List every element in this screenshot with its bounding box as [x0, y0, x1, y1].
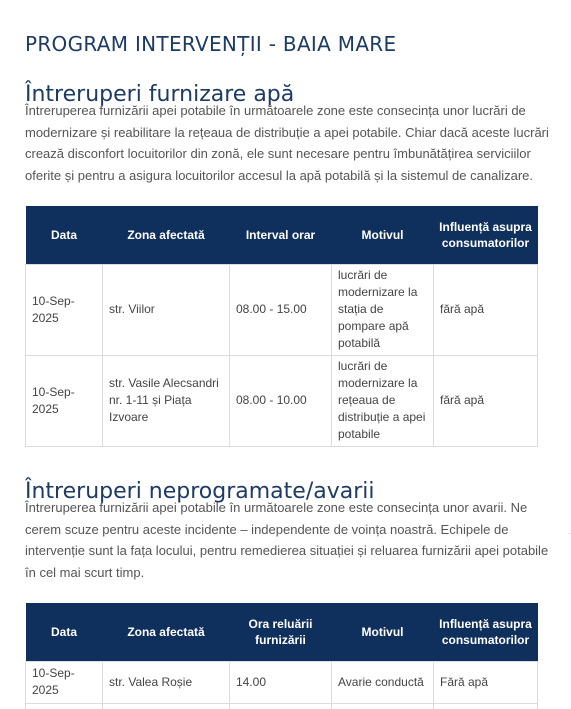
table-header-row — [26, 603, 538, 661]
table-header-row — [26, 206, 538, 264]
program-title: PROGRAM INTERVENȚII - BAIA MARE — [25, 32, 397, 57]
header-date: Data — [26, 206, 103, 264]
unplanned-paragraph — [25, 497, 549, 583]
header-resume-time: Ora reluării furnizării — [230, 603, 332, 661]
planned-paragraph — [25, 100, 549, 186]
cell-interval: 08.00 - 10.00 — [230, 355, 332, 446]
unplanned-paragraph-line: cerem scuze pentru aceste incidente – independente de voința noastră. Echipele de — [25, 521, 509, 537]
cell-interval: 08.00 - 15.00 — [230, 264, 332, 355]
header-date: Data — [26, 603, 103, 661]
cell-date: 10-Sep-2025 — [26, 355, 103, 446]
table-row-partial — [26, 703, 538, 709]
header-zone: Zona afectată — [103, 603, 230, 661]
cell-zone: str. Viilor — [103, 264, 230, 355]
header-interval: Interval orar — [230, 206, 332, 264]
planned-paragraph-line: Întreruperea furnizării apei potabile în următoarele zone este consecința unor lucrări de — [25, 103, 526, 118]
cell-zone: str. Valea Roșie — [103, 661, 230, 703]
header-motive: Motivul — [332, 603, 434, 661]
unplanned-interruptions-table — [25, 603, 538, 709]
planned-paragraph-line: oferite și pentru a asigura locuitorilor accesul la apă potabilă și la sistemul de canalizare. — [25, 167, 533, 183]
header-impact: Influență asupra consumatorilor — [434, 206, 538, 264]
header-impact: Influență asupra consumatorilor — [434, 603, 538, 661]
cell-resume-time: 14.00 — [230, 661, 332, 703]
header-motive: Motivul — [332, 206, 434, 264]
planned-paragraph-line: modernizare și reabilitare la rețeaua de distribuție a apei potabile. Chiar dacă aceste lucrări — [25, 124, 549, 140]
planned-section-title: Întreruperi furnizare apă — [25, 82, 295, 108]
cell-impact: fără apă — [434, 355, 538, 446]
unplanned-paragraph-line: în cel mai scurt timp. — [25, 564, 145, 580]
table-row — [26, 661, 538, 703]
header-zone: Zona afectată — [103, 206, 230, 264]
cell-impact: fără apă — [434, 264, 538, 355]
cell-motive: Avarie conductă — [332, 661, 434, 703]
cell-zone: str. Vasile Alecsandri nr. 1-11 și Piața Izvoare — [103, 355, 230, 446]
planned-interruptions-table — [25, 206, 538, 447]
unplanned-paragraph-line: Întreruperea furnizării apei potabile în următoarele zone este consecința unor avarii. Ne — [25, 500, 528, 515]
table-row — [26, 355, 538, 446]
cell-date: 10-Sep-2025 — [26, 264, 103, 355]
cell-motive: lucrări de modernizare la rețeaua de distribuție a apei potabile — [332, 355, 434, 446]
unplanned-paragraph-line: intervenție sunt la fața locului, pentru remedierea situației și reluarea furnizării apei potabile — [25, 543, 549, 558]
cell-motive: lucrări de modernizare la stația de pompare apă potabilă — [332, 264, 434, 355]
planned-paragraph-line: crează disconfort locuitorilor din zonă, ele sunt necesare pentru îmbunătățirea serviciilor — [25, 146, 531, 161]
unplanned-section-title: Întreruperi neprogramate/avarii — [25, 479, 375, 505]
table-row — [26, 264, 538, 355]
cell-impact: Fără apă — [434, 661, 538, 703]
cell-date: 10-Sep-2025 — [26, 661, 103, 703]
